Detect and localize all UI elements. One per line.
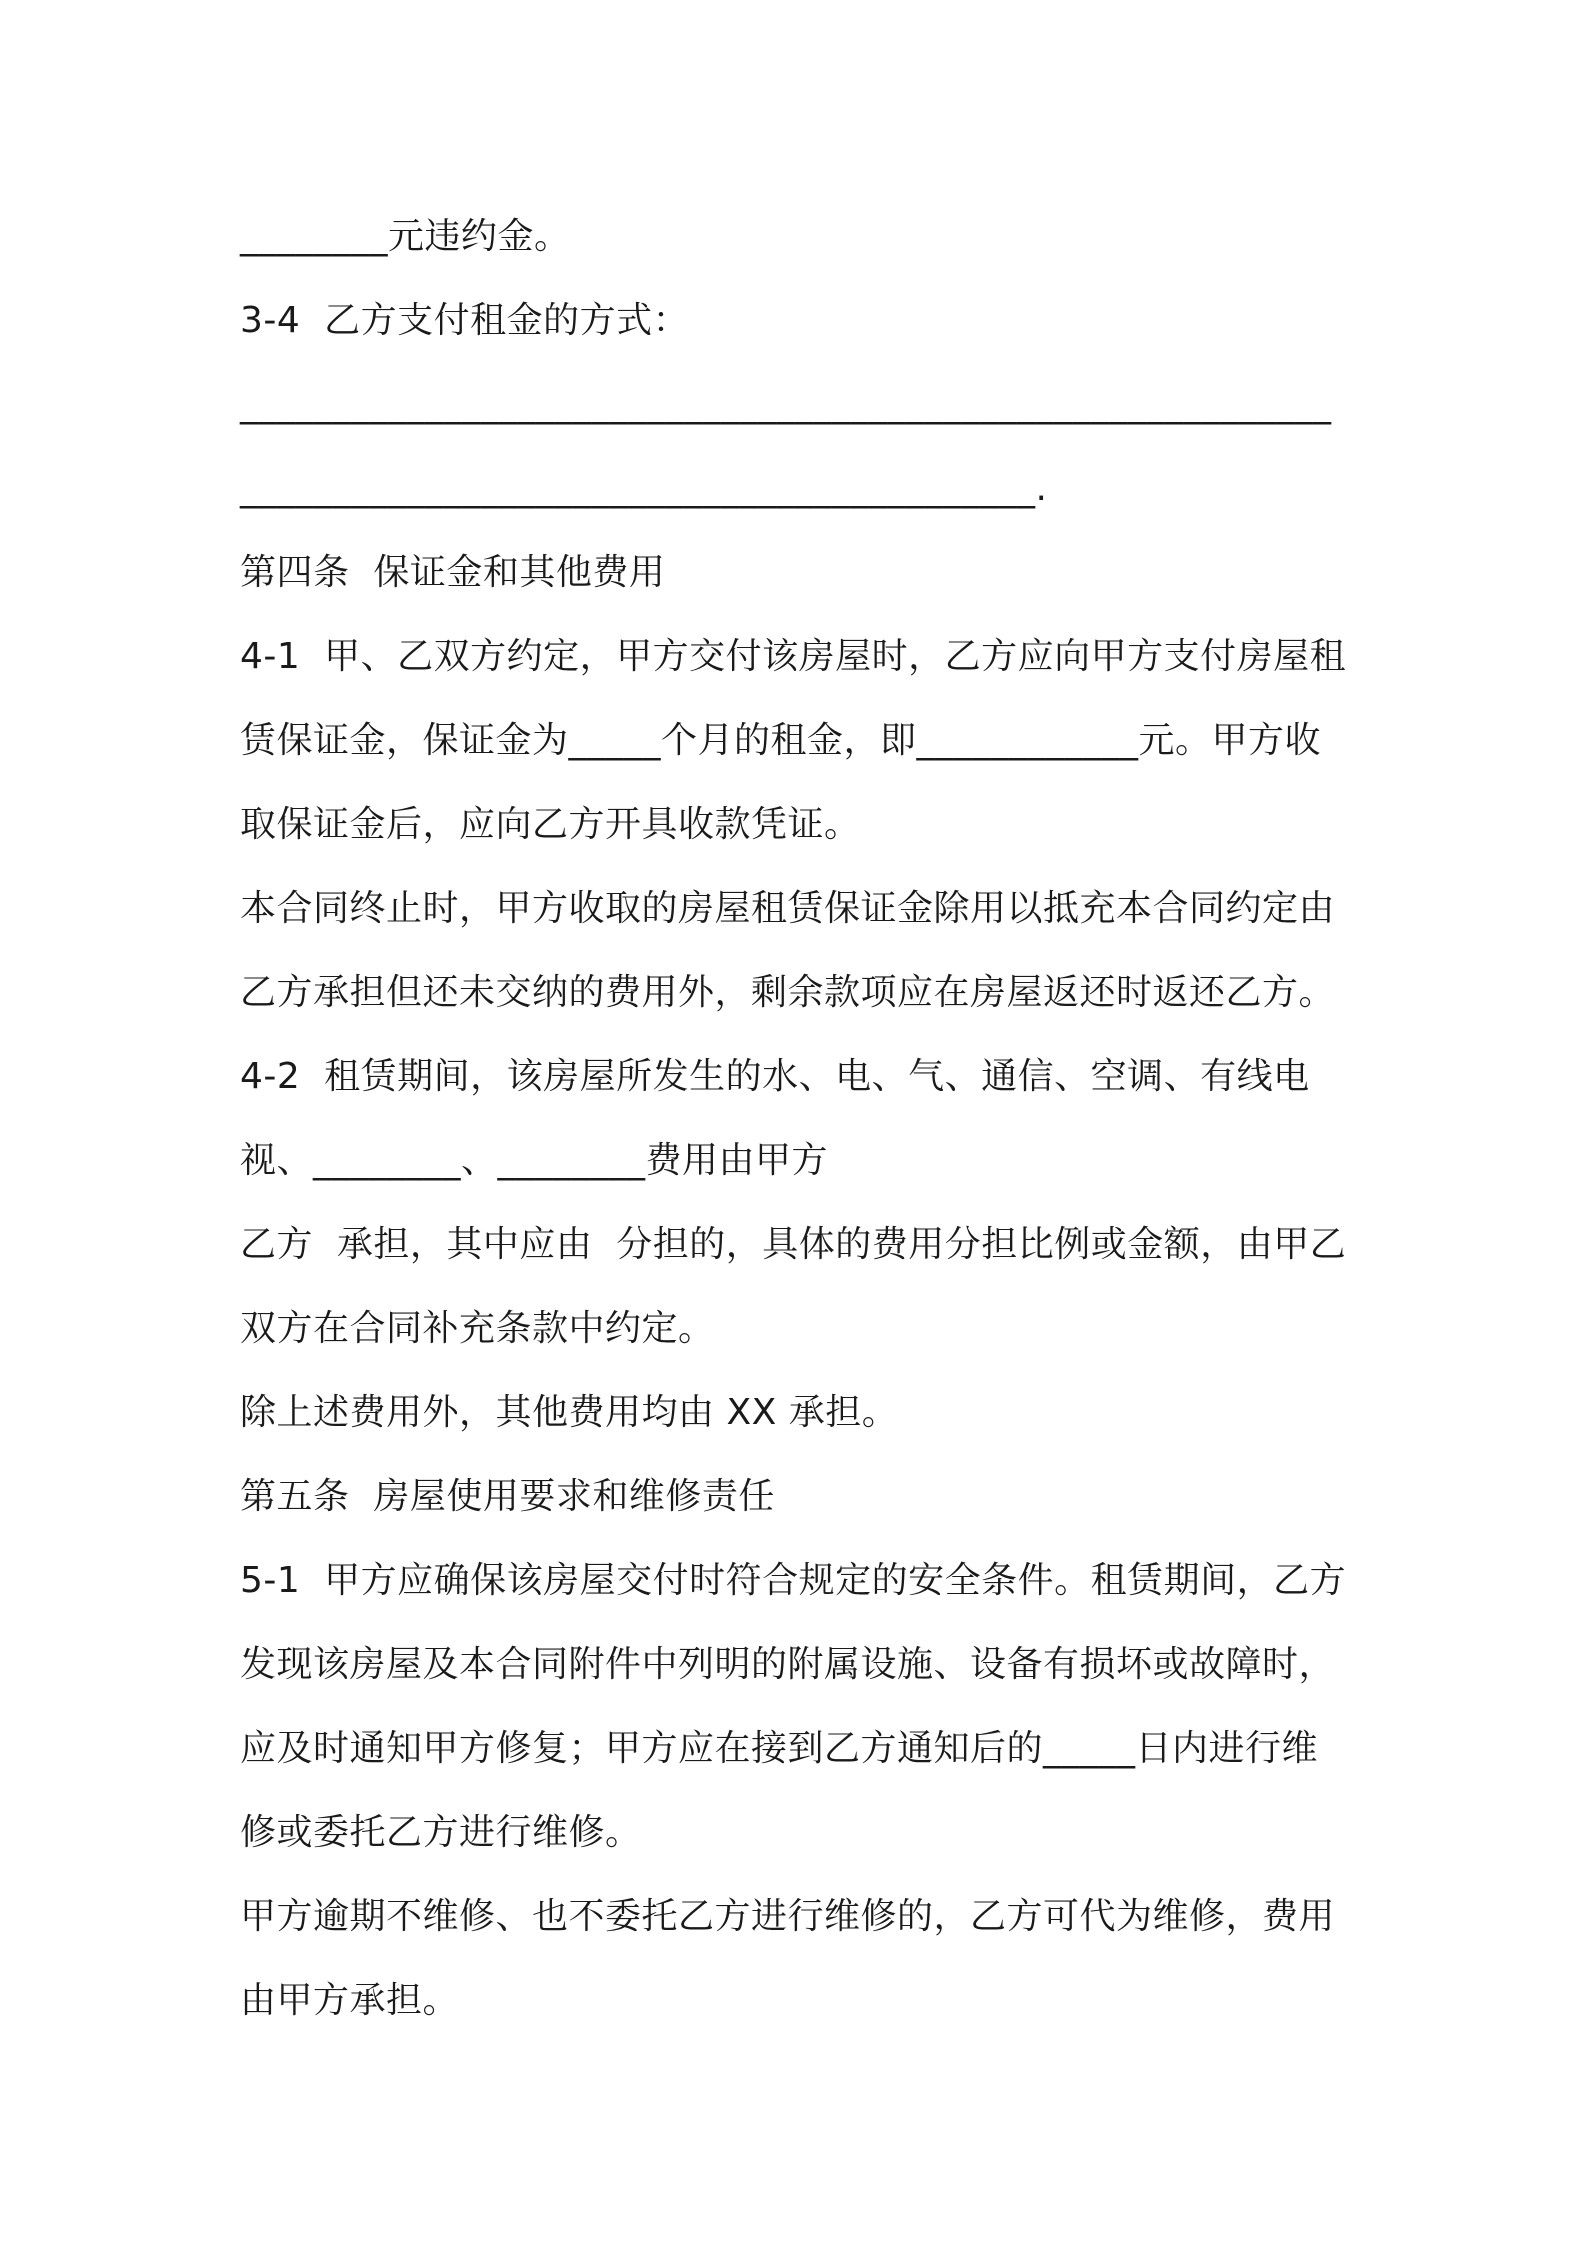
- text-line: 应及时通知甲方修复；甲方应在接到乙方通知后的_____日内进行维: [240, 1728, 1319, 1769]
- clause-3-4-heading: 3-4 乙方支付租金的方式：: [240, 300, 690, 341]
- text-line: 赁保证金，保证金为_____个月的租金，即____________元。甲方收: [240, 720, 1322, 761]
- text-line: 4-1 甲、乙双方约定，甲方交付该房屋时，乙方应向甲方支付房屋租: [240, 636, 1347, 677]
- text-line: 除上述费用外，其他费用均由 XX 承担。: [240, 1392, 899, 1433]
- text-line: 4-2 租赁期间，该房屋所发生的水、电、气、通信、空调、有线电: [240, 1056, 1310, 1097]
- text-line: 5-1 甲方应确保该房屋交付时符合规定的安全条件。租赁期间，乙方: [240, 1560, 1347, 1601]
- document-body: [240, 195, 1360, 2043]
- text-line: 修或委托乙方进行维修。: [240, 1812, 642, 1853]
- text-line: 双方在合同补充条款中约定。: [240, 1308, 715, 1349]
- blank-fill-line: ___________________________________________________________: [240, 384, 1332, 425]
- text-line: 甲方逾期不维修、也不委托乙方进行维修的，乙方可代为维修，费用: [240, 1896, 1336, 1937]
- article-5-heading: 第五条 房屋使用要求和维修责任: [240, 1476, 775, 1517]
- text-line: 取保证金后，应向乙方开具收款凭证。: [240, 804, 861, 845]
- text-line: 本合同终止时，甲方收取的房屋租赁保证金除用以抵充本合同约定由: [240, 888, 1336, 929]
- text-line: 乙方承担但还未交纳的费用外，剩余款项应在房屋返还时返还乙方。: [240, 972, 1336, 1013]
- blank-fill-line: ___________________________________________.: [240, 468, 1048, 509]
- article-4-heading: 第四条 保证金和其他费用: [240, 552, 666, 593]
- text-line: 乙方 承担，其中应由 分担的，具体的费用分担比例或金额，由甲乙: [240, 1224, 1347, 1265]
- text-line: 发现该房屋及本合同附件中列明的附属设施、设备有损坏或故障时，: [240, 1644, 1336, 1685]
- text-line: ________元违约金。: [240, 216, 571, 257]
- text-line: 视、________、________费用由甲方: [240, 1140, 829, 1181]
- text-line: 由甲方承担。: [240, 1980, 460, 2021]
